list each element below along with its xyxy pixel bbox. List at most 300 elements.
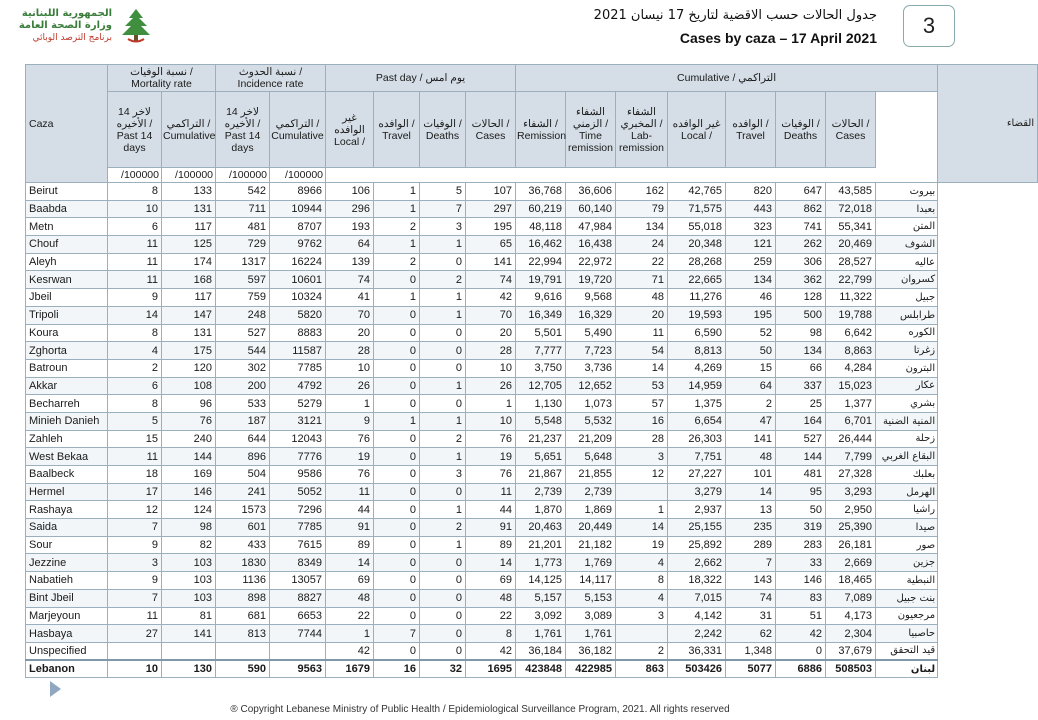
cell-trem: 422985 bbox=[566, 660, 616, 678]
caza-name-ar: بشري bbox=[876, 395, 938, 413]
cell-cl: 22,665 bbox=[668, 271, 726, 289]
cell-pt: 0 bbox=[374, 324, 420, 342]
caza-name-ar: حاصبيا bbox=[876, 625, 938, 643]
cell-m14: 7 bbox=[108, 519, 162, 537]
caza-name: Hermel bbox=[26, 483, 108, 501]
header-cu-lab: الشفاء المخبري / Lab-remission bbox=[616, 92, 668, 168]
cell-rem: 5,651 bbox=[516, 448, 566, 466]
cell-pt: 0 bbox=[374, 448, 420, 466]
table-row bbox=[26, 218, 1038, 236]
caza-name: Tripoli bbox=[26, 306, 108, 324]
cell-i14: 601 bbox=[216, 519, 270, 537]
cell-ct: 15 bbox=[726, 359, 776, 377]
cell-ic: 4792 bbox=[270, 377, 326, 395]
cell-i14 bbox=[216, 642, 270, 660]
cell-i14: 187 bbox=[216, 412, 270, 430]
cell-pl: 26 bbox=[326, 377, 374, 395]
cell-lrem: 11 bbox=[616, 324, 668, 342]
cell-pl: 44 bbox=[326, 501, 374, 519]
cell-pd: 1 bbox=[420, 448, 466, 466]
cell-cl: 7,015 bbox=[668, 589, 726, 607]
cell-mc: 98 bbox=[162, 519, 216, 537]
logo-line-1: الجمهورية اللبنانية bbox=[21, 8, 112, 19]
cell-ct: 14 bbox=[726, 483, 776, 501]
caza-name-ar: بعلبك bbox=[876, 466, 938, 484]
cell-cl: 25,892 bbox=[668, 536, 726, 554]
cell-cd: 98 bbox=[776, 324, 826, 342]
cell-pt: 0 bbox=[374, 607, 420, 625]
header-cu-cases: الحالات / Cases bbox=[826, 92, 876, 168]
cell-pt: 0 bbox=[374, 572, 420, 590]
cell-pl: 106 bbox=[326, 183, 374, 201]
cell-mc: 146 bbox=[162, 483, 216, 501]
cell-cc: 2,304 bbox=[826, 625, 876, 643]
cell-i14: 433 bbox=[216, 536, 270, 554]
header-cu-travel: الوافده / Travel bbox=[726, 92, 776, 168]
cell-ct: 195 bbox=[726, 306, 776, 324]
cell-ct: 48 bbox=[726, 448, 776, 466]
cell-cc: 1,377 bbox=[826, 395, 876, 413]
cell-cd: 306 bbox=[776, 253, 826, 271]
cell-pt: 0 bbox=[374, 306, 420, 324]
cell-pd: 3 bbox=[420, 218, 466, 236]
cell-ct: 143 bbox=[726, 572, 776, 590]
cell-ct: 289 bbox=[726, 536, 776, 554]
cell-lrem: 2 bbox=[616, 642, 668, 660]
caza-name-ar: طرابلس bbox=[876, 306, 938, 324]
cell-pt: 0 bbox=[374, 466, 420, 484]
cell-ic: 8349 bbox=[270, 554, 326, 572]
cell-ic: 7785 bbox=[270, 519, 326, 537]
cell-m14: 2 bbox=[108, 359, 162, 377]
caza-name-ar: البقاع الغربي bbox=[876, 448, 938, 466]
cell-pc: 11 bbox=[466, 483, 516, 501]
caza-name-ar: عكار bbox=[876, 377, 938, 395]
cell-rem: 5,548 bbox=[516, 412, 566, 430]
cell-rem: 12,705 bbox=[516, 377, 566, 395]
cell-ic: 9586 bbox=[270, 466, 326, 484]
cell-cd: 741 bbox=[776, 218, 826, 236]
cell-pd: 0 bbox=[420, 642, 466, 660]
cell-cl: 71,575 bbox=[668, 200, 726, 218]
cell-pc: 74 bbox=[466, 271, 516, 289]
cell-ic: 6653 bbox=[270, 607, 326, 625]
cell-pd: 1 bbox=[420, 412, 466, 430]
header-pd-deaths: الوفيات / Deaths bbox=[420, 92, 466, 168]
cell-i14: 1317 bbox=[216, 253, 270, 271]
cell-pc: 14 bbox=[466, 554, 516, 572]
cell-m14: 12 bbox=[108, 501, 162, 519]
cell-pl: 14 bbox=[326, 554, 374, 572]
cell-pt: 0 bbox=[374, 430, 420, 448]
cell-pd: 0 bbox=[420, 253, 466, 271]
cell-pd: 0 bbox=[420, 572, 466, 590]
cell-cl: 3,279 bbox=[668, 483, 726, 501]
cell-ic: 16224 bbox=[270, 253, 326, 271]
cell-lrem: 162 bbox=[616, 183, 668, 201]
cell-ic: 9563 bbox=[270, 660, 326, 678]
unit-label: /100000 bbox=[216, 168, 270, 183]
cell-rem: 1,870 bbox=[516, 501, 566, 519]
caza-name: Zahleh bbox=[26, 430, 108, 448]
cell-cl: 36,331 bbox=[668, 642, 726, 660]
cell-cd: 283 bbox=[776, 536, 826, 554]
cell-i14: 302 bbox=[216, 359, 270, 377]
cell-trem: 5,532 bbox=[566, 412, 616, 430]
cell-m14: 6 bbox=[108, 218, 162, 236]
cell-pt: 2 bbox=[374, 218, 420, 236]
caza-name: Rashaya bbox=[26, 501, 108, 519]
cell-pc: 195 bbox=[466, 218, 516, 236]
cell-ct: 31 bbox=[726, 607, 776, 625]
cell-rem: 21,237 bbox=[516, 430, 566, 448]
cell-m14: 7 bbox=[108, 589, 162, 607]
caza-name: Marjeyoun bbox=[26, 607, 108, 625]
caza-name-ar: زحلة bbox=[876, 430, 938, 448]
cell-mc: 103 bbox=[162, 554, 216, 572]
cell-pd: 0 bbox=[420, 395, 466, 413]
cell-cc: 6,701 bbox=[826, 412, 876, 430]
cell-m14: 8 bbox=[108, 183, 162, 201]
cell-cd: 6886 bbox=[776, 660, 826, 678]
cell-pl: 9 bbox=[326, 412, 374, 430]
cell-pc: 91 bbox=[466, 519, 516, 537]
header-pd-cases: الحالات / Cases bbox=[466, 92, 516, 168]
cell-lrem: 71 bbox=[616, 271, 668, 289]
cell-mc: 175 bbox=[162, 342, 216, 360]
cell-pd: 2 bbox=[420, 271, 466, 289]
cell-cd: 144 bbox=[776, 448, 826, 466]
cell-rem: 22,994 bbox=[516, 253, 566, 271]
cell-m14: 18 bbox=[108, 466, 162, 484]
cell-m14: 5 bbox=[108, 412, 162, 430]
cell-ct: 47 bbox=[726, 412, 776, 430]
cell-cc: 18,465 bbox=[826, 572, 876, 590]
cell-cd: 164 bbox=[776, 412, 826, 430]
cell-rem: 14,125 bbox=[516, 572, 566, 590]
table-row bbox=[26, 271, 1038, 289]
cell-pl: 74 bbox=[326, 271, 374, 289]
cell-cc: 6,642 bbox=[826, 324, 876, 342]
cell-mc: 131 bbox=[162, 324, 216, 342]
cell-cd: 128 bbox=[776, 289, 826, 307]
cell-lrem: 4 bbox=[616, 554, 668, 572]
table-row bbox=[26, 395, 1038, 413]
cell-trem: 9,568 bbox=[566, 289, 616, 307]
cell-pl: 48 bbox=[326, 589, 374, 607]
cell-cl: 1,375 bbox=[668, 395, 726, 413]
caza-name-ar: مرجعيون bbox=[876, 607, 938, 625]
caza-name: Batroun bbox=[26, 359, 108, 377]
table-row bbox=[26, 466, 1038, 484]
cell-mc: 130 bbox=[162, 660, 216, 678]
cell-trem: 5,153 bbox=[566, 589, 616, 607]
cell-cd: 95 bbox=[776, 483, 826, 501]
cell-rem: 21,867 bbox=[516, 466, 566, 484]
header-cu-deaths: الوفيات / Deaths bbox=[776, 92, 826, 168]
cell-cd: 527 bbox=[776, 430, 826, 448]
cell-pc: 22 bbox=[466, 607, 516, 625]
cell-mc: 147 bbox=[162, 306, 216, 324]
caza-name: Jezzine bbox=[26, 554, 108, 572]
cell-cl: 6,590 bbox=[668, 324, 726, 342]
cell-lrem bbox=[616, 625, 668, 643]
cell-cd: 481 bbox=[776, 466, 826, 484]
logo-text bbox=[19, 8, 112, 44]
cell-i14: 1136 bbox=[216, 572, 270, 590]
cell-cc: 508503 bbox=[826, 660, 876, 678]
cell-lrem: 54 bbox=[616, 342, 668, 360]
cell-ic: 7615 bbox=[270, 536, 326, 554]
cell-pl: 10 bbox=[326, 359, 374, 377]
cell-cc: 2,950 bbox=[826, 501, 876, 519]
caza-name: Sour bbox=[26, 536, 108, 554]
cell-pc: 10 bbox=[466, 412, 516, 430]
table-row bbox=[26, 377, 1038, 395]
header-cu-time: الشفاء الزمني / Time remission bbox=[566, 92, 616, 168]
cell-trem: 16,329 bbox=[566, 306, 616, 324]
caza-name-ar: الشوف bbox=[876, 236, 938, 254]
cell-cd: 146 bbox=[776, 572, 826, 590]
cell-cl: 27,227 bbox=[668, 466, 726, 484]
cell-cl: 6,654 bbox=[668, 412, 726, 430]
cell-pd: 0 bbox=[420, 324, 466, 342]
cell-mc: 103 bbox=[162, 572, 216, 590]
cell-lrem: 16 bbox=[616, 412, 668, 430]
cell-pd: 1 bbox=[420, 377, 466, 395]
cell-cl: 55,018 bbox=[668, 218, 726, 236]
cell-m14 bbox=[108, 642, 162, 660]
table-row bbox=[26, 412, 1038, 430]
cell-rem: 60,219 bbox=[516, 200, 566, 218]
cell-rem: 1,773 bbox=[516, 554, 566, 572]
cell-pc: 42 bbox=[466, 642, 516, 660]
cell-cc: 4,173 bbox=[826, 607, 876, 625]
cell-i14: 759 bbox=[216, 289, 270, 307]
cases-table-wrapper bbox=[25, 64, 1035, 678]
cell-rem: 3,092 bbox=[516, 607, 566, 625]
cell-cd: 83 bbox=[776, 589, 826, 607]
caza-name-ar: البترون bbox=[876, 359, 938, 377]
cell-pc: 28 bbox=[466, 342, 516, 360]
cell-pd: 0 bbox=[420, 625, 466, 643]
cell-lrem: 3 bbox=[616, 607, 668, 625]
cell-pd: 2 bbox=[420, 430, 466, 448]
page-number-box: 3 bbox=[903, 5, 955, 47]
cell-cc: 8,863 bbox=[826, 342, 876, 360]
cell-ic: 3121 bbox=[270, 412, 326, 430]
cell-cc: 11,322 bbox=[826, 289, 876, 307]
table-row bbox=[26, 183, 1038, 201]
cell-ct: 134 bbox=[726, 271, 776, 289]
cell-i14: 544 bbox=[216, 342, 270, 360]
cell-cl: 4,142 bbox=[668, 607, 726, 625]
unit-spacer bbox=[326, 168, 938, 183]
cell-pc: 8 bbox=[466, 625, 516, 643]
cell-cl: 25,155 bbox=[668, 519, 726, 537]
cell-ct: 13 bbox=[726, 501, 776, 519]
cell-trem: 3,089 bbox=[566, 607, 616, 625]
table-row bbox=[26, 625, 1038, 643]
cell-cc: 4,284 bbox=[826, 359, 876, 377]
caza-name-ar: زغرتا bbox=[876, 342, 938, 360]
cell-ic: 7776 bbox=[270, 448, 326, 466]
cell-pc: 1 bbox=[466, 395, 516, 413]
cell-pd: 0 bbox=[420, 359, 466, 377]
cell-pc: 69 bbox=[466, 572, 516, 590]
cell-pc: 19 bbox=[466, 448, 516, 466]
cell-ic bbox=[270, 642, 326, 660]
cell-m14: 4 bbox=[108, 342, 162, 360]
cell-mc: 82 bbox=[162, 536, 216, 554]
cell-pl: 11 bbox=[326, 483, 374, 501]
cell-pl: 41 bbox=[326, 289, 374, 307]
header-cumulative-group: Cumulative / التراكمي bbox=[516, 65, 938, 92]
cell-i14: 711 bbox=[216, 200, 270, 218]
cell-cl: 2,937 bbox=[668, 501, 726, 519]
header-pd-local: غير الوافده Local / bbox=[326, 92, 374, 168]
cell-pl: 42 bbox=[326, 642, 374, 660]
header-caza: Caza bbox=[26, 65, 108, 183]
unit-label: /100000 bbox=[270, 168, 326, 183]
cell-trem: 7,723 bbox=[566, 342, 616, 360]
caza-name: Aleyh bbox=[26, 253, 108, 271]
cell-ct: 323 bbox=[726, 218, 776, 236]
caza-name: Becharreh bbox=[26, 395, 108, 413]
caza-name: Nabatieh bbox=[26, 572, 108, 590]
cell-pt: 0 bbox=[374, 271, 420, 289]
cell-mc: 144 bbox=[162, 448, 216, 466]
table-row bbox=[26, 501, 1038, 519]
cell-cl: 18,322 bbox=[668, 572, 726, 590]
cell-trem: 60,140 bbox=[566, 200, 616, 218]
cell-pd: 3 bbox=[420, 466, 466, 484]
cell-mc: 108 bbox=[162, 377, 216, 395]
cell-mc: 141 bbox=[162, 625, 216, 643]
cell-pd: 0 bbox=[420, 342, 466, 360]
caza-name-ar: كسروان bbox=[876, 271, 938, 289]
caza-name-ar: جزين bbox=[876, 554, 938, 572]
cell-ct: 121 bbox=[726, 236, 776, 254]
header-pastday-group: Past day / يوم امس bbox=[326, 65, 516, 92]
cell-pc: 76 bbox=[466, 430, 516, 448]
caza-name: Baabda bbox=[26, 200, 108, 218]
caza-name: Saida bbox=[26, 519, 108, 537]
cell-ct: 141 bbox=[726, 430, 776, 448]
cases-by-caza-table bbox=[25, 64, 1038, 678]
cell-lrem: 1 bbox=[616, 501, 668, 519]
cell-pc: 107 bbox=[466, 183, 516, 201]
table-row bbox=[26, 572, 1038, 590]
caza-name: Minieh Danieh bbox=[26, 412, 108, 430]
cell-ic: 7744 bbox=[270, 625, 326, 643]
cell-trem: 21,855 bbox=[566, 466, 616, 484]
cell-cc: 15,023 bbox=[826, 377, 876, 395]
cell-pl: 89 bbox=[326, 536, 374, 554]
cell-pc: 141 bbox=[466, 253, 516, 271]
cell-trem: 1,761 bbox=[566, 625, 616, 643]
cell-trem: 12,652 bbox=[566, 377, 616, 395]
cell-cd: 42 bbox=[776, 625, 826, 643]
cell-cc: 7,089 bbox=[826, 589, 876, 607]
cell-i14: 898 bbox=[216, 589, 270, 607]
cell-cd: 319 bbox=[776, 519, 826, 537]
cell-mc: 103 bbox=[162, 589, 216, 607]
table-row bbox=[26, 554, 1038, 572]
header-mort-14: لاخر 14 الأخيره / Past 14 days bbox=[108, 92, 162, 168]
cell-pt: 0 bbox=[374, 395, 420, 413]
caza-name: Beirut bbox=[26, 183, 108, 201]
cell-pt: 0 bbox=[374, 377, 420, 395]
cell-trem: 5,648 bbox=[566, 448, 616, 466]
caza-name: Lebanon bbox=[26, 660, 108, 678]
title-arabic: جدول الحالات حسب الاقضية لتاريخ 17 نيسان 2021 bbox=[593, 8, 877, 23]
cell-trem: 36,182 bbox=[566, 642, 616, 660]
cell-ic: 13057 bbox=[270, 572, 326, 590]
cell-lrem: 53 bbox=[616, 377, 668, 395]
caza-name: Baalbeck bbox=[26, 466, 108, 484]
cell-i14: 597 bbox=[216, 271, 270, 289]
cell-lrem: 48 bbox=[616, 289, 668, 307]
caza-name-ar: عاليه bbox=[876, 253, 938, 271]
table-row bbox=[26, 536, 1038, 554]
cell-pl: 28 bbox=[326, 342, 374, 360]
cell-rem: 1,761 bbox=[516, 625, 566, 643]
cell-pc: 76 bbox=[466, 466, 516, 484]
table-row bbox=[26, 519, 1038, 537]
cell-cl: 28,268 bbox=[668, 253, 726, 271]
cell-mc: 169 bbox=[162, 466, 216, 484]
cell-mc bbox=[162, 642, 216, 660]
cell-trem: 1,869 bbox=[566, 501, 616, 519]
play-arrow-icon bbox=[50, 681, 61, 697]
cell-cl: 19,593 bbox=[668, 306, 726, 324]
cell-cl: 8,813 bbox=[668, 342, 726, 360]
cell-ct: 820 bbox=[726, 183, 776, 201]
cell-lrem: 20 bbox=[616, 306, 668, 324]
table-row bbox=[26, 359, 1038, 377]
cell-rem: 7,777 bbox=[516, 342, 566, 360]
cell-cd: 51 bbox=[776, 607, 826, 625]
cell-rem: 1,130 bbox=[516, 395, 566, 413]
cell-pt: 0 bbox=[374, 536, 420, 554]
cell-ic: 9762 bbox=[270, 236, 326, 254]
cell-pt: 1 bbox=[374, 183, 420, 201]
cell-mc: 174 bbox=[162, 253, 216, 271]
cell-cc: 26,444 bbox=[826, 430, 876, 448]
cell-pt: 16 bbox=[374, 660, 420, 678]
cell-ct: 5077 bbox=[726, 660, 776, 678]
cell-cd: 262 bbox=[776, 236, 826, 254]
cell-pc: 44 bbox=[466, 501, 516, 519]
cell-cc: 22,799 bbox=[826, 271, 876, 289]
cell-pt: 7 bbox=[374, 625, 420, 643]
cell-ct: 50 bbox=[726, 342, 776, 360]
cell-rem: 3,750 bbox=[516, 359, 566, 377]
caza-name: Hasbaya bbox=[26, 625, 108, 643]
cell-mc: 124 bbox=[162, 501, 216, 519]
cell-m14: 6 bbox=[108, 377, 162, 395]
unit-label: /100000 bbox=[108, 168, 162, 183]
cell-ic: 8707 bbox=[270, 218, 326, 236]
cell-m14: 17 bbox=[108, 483, 162, 501]
cell-pc: 70 bbox=[466, 306, 516, 324]
cell-pd: 1 bbox=[420, 289, 466, 307]
cell-trem: 1,769 bbox=[566, 554, 616, 572]
cell-pd: 1 bbox=[420, 536, 466, 554]
cell-pt: 0 bbox=[374, 342, 420, 360]
cell-cd: 33 bbox=[776, 554, 826, 572]
